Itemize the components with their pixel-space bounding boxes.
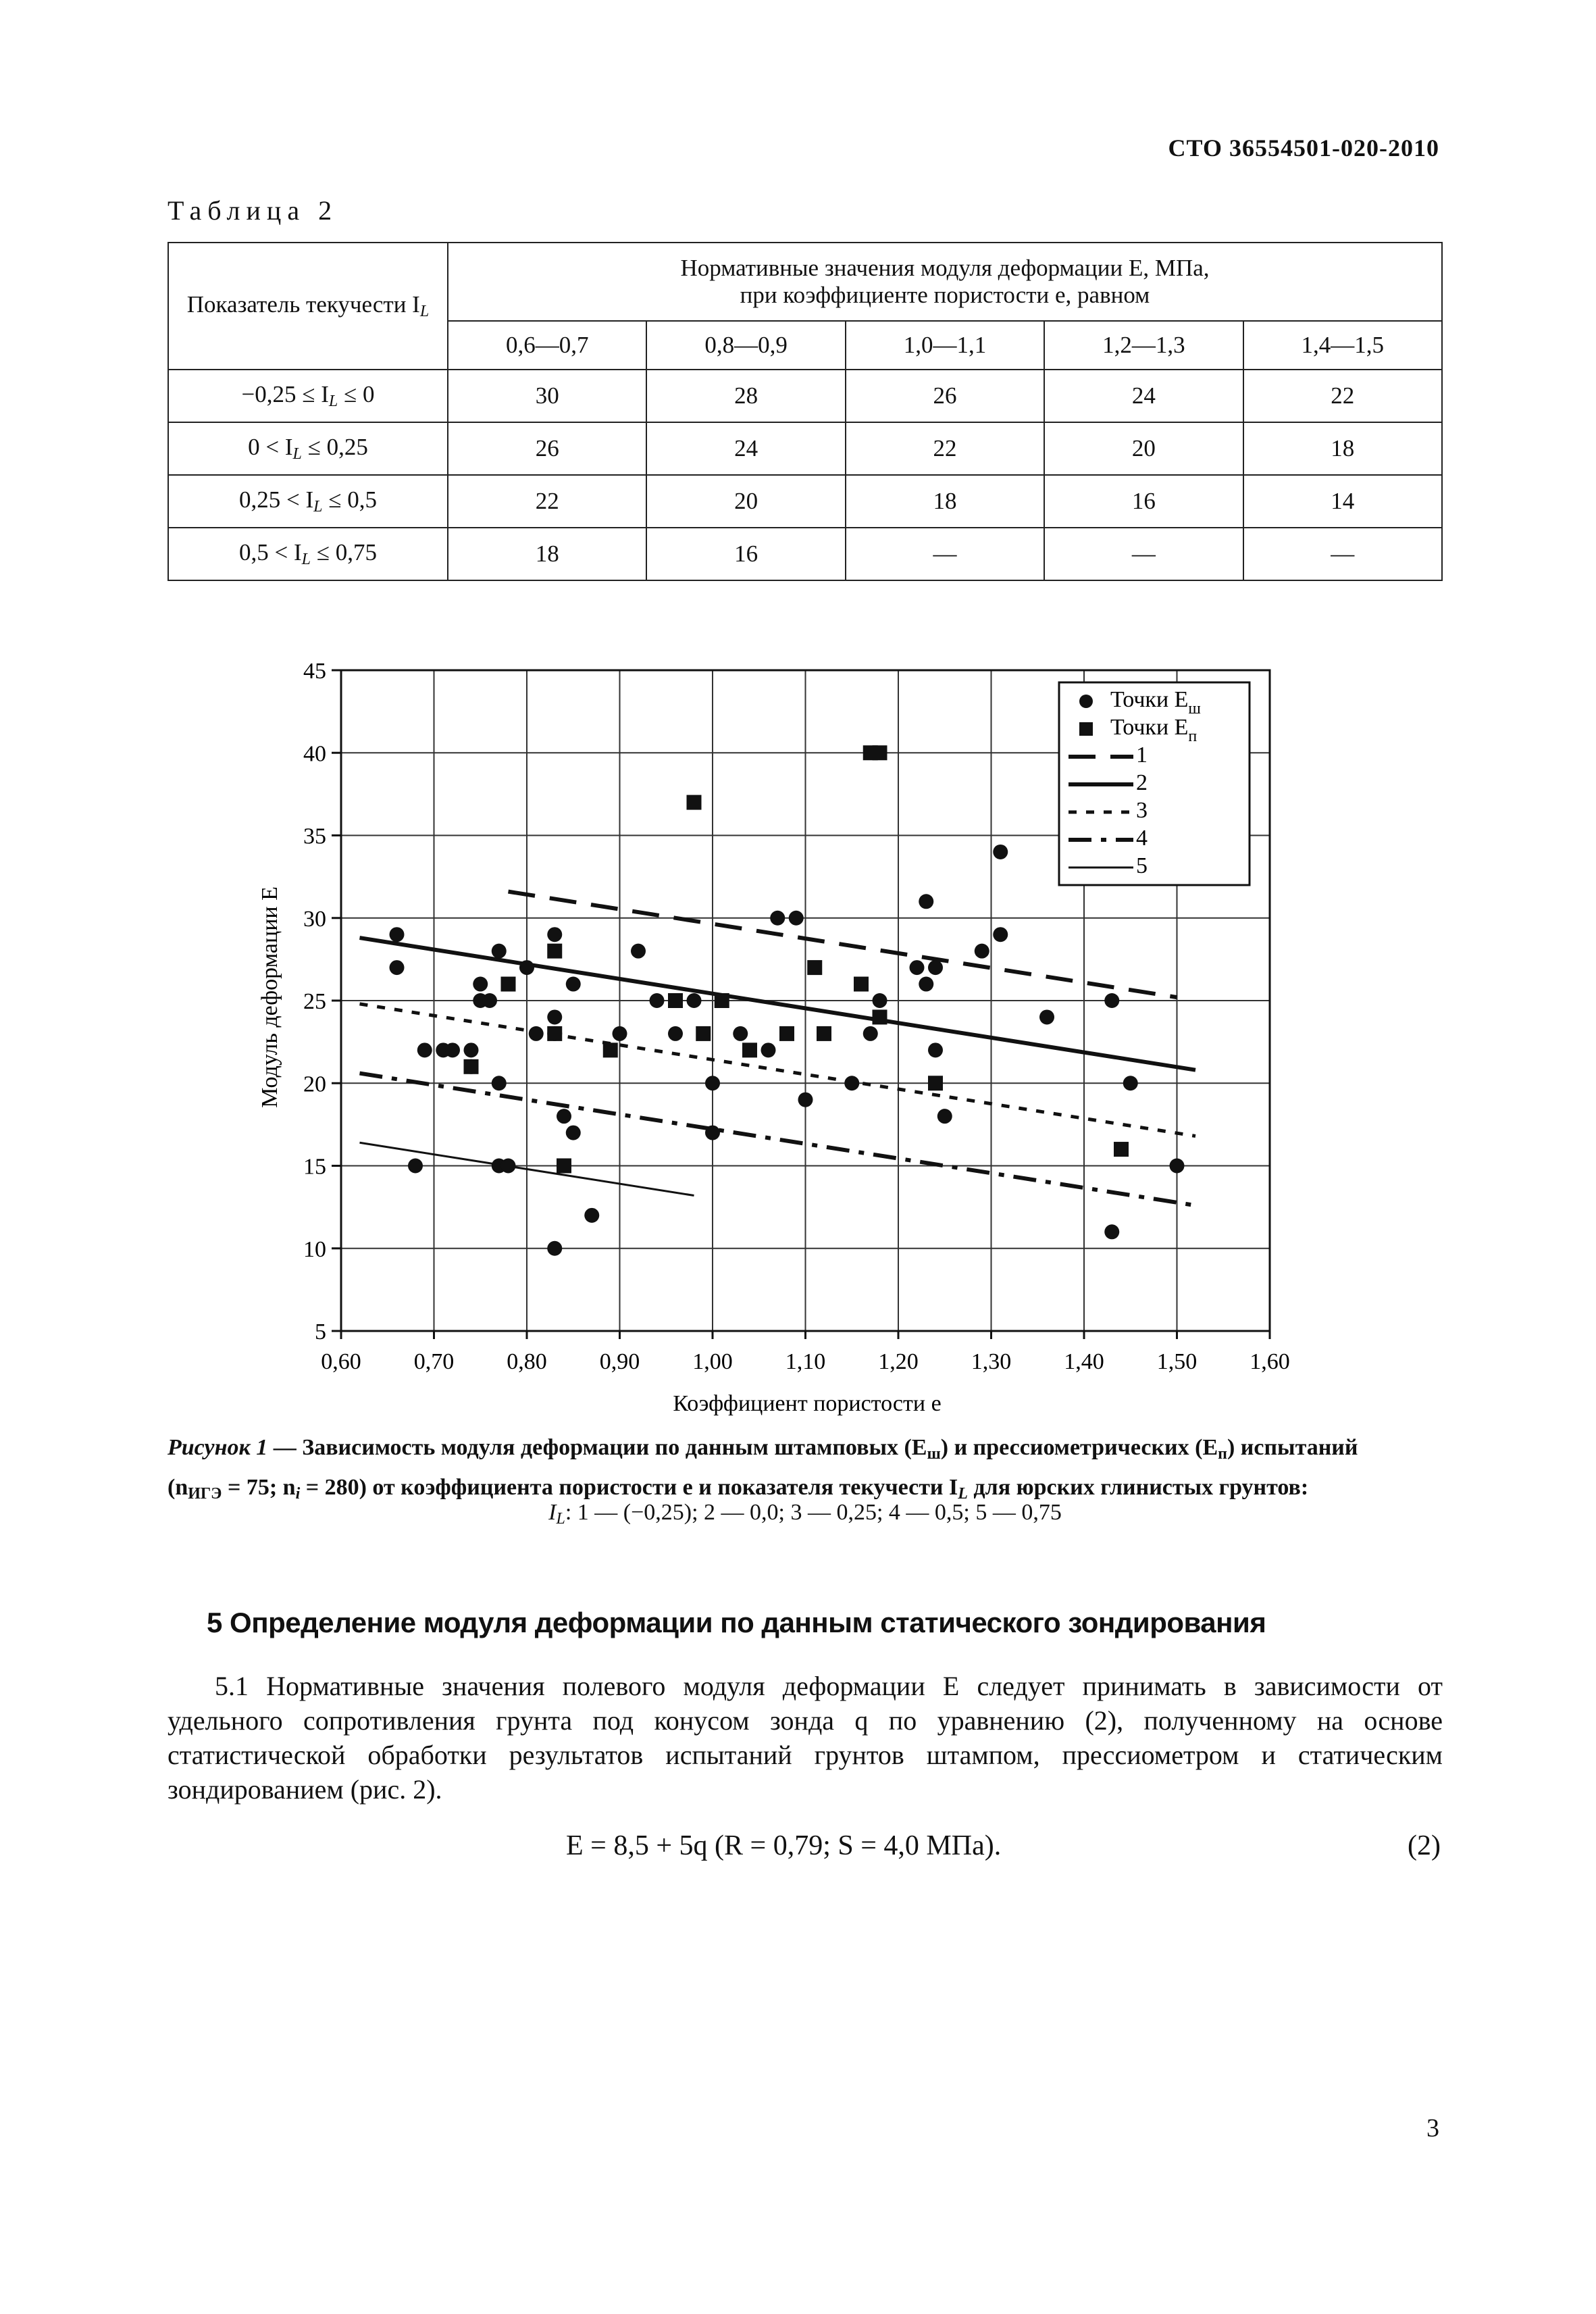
x-tick-label: 0,60 <box>321 1349 361 1374</box>
x-tick-label: 1,60 <box>1250 1349 1290 1374</box>
x-tick-label: 1,30 <box>971 1349 1012 1374</box>
figure-caption-line1 <box>168 1431 1443 1471</box>
data-point-circle <box>519 960 534 975</box>
data-point-circle <box>1123 1076 1138 1090</box>
row-label-pre: 0,5 < I <box>239 539 302 565</box>
data-point-circle <box>613 1026 627 1041</box>
table-cell: 18 <box>1243 422 1442 475</box>
y-tick-label: 10 <box>303 1236 326 1262</box>
caption-text: I <box>548 1500 557 1525</box>
table-cell: 28 <box>646 370 845 422</box>
row-label-post: ≤ 0 <box>338 381 375 407</box>
scatter-chart <box>0 649 1596 1419</box>
caption-text: для юрских глинистых грунтов: <box>967 1475 1309 1500</box>
data-point-circle <box>761 1042 776 1057</box>
column-range: 0,8—0,9 <box>646 321 845 370</box>
row-label-post: ≤ 0,25 <box>301 434 368 460</box>
data-point-circle <box>566 1126 581 1140</box>
data-point-square <box>501 977 516 992</box>
row-label <box>168 475 448 528</box>
data-point-circle <box>473 977 488 992</box>
column-header-cell <box>448 243 1442 321</box>
data-point-square <box>557 1159 571 1174</box>
document-code: СТО 36554501-020-2010 <box>1168 134 1439 161</box>
caption-sub: L <box>958 1485 968 1503</box>
table-cell: 16 <box>1044 475 1243 528</box>
legend-label-sub: п <box>1188 728 1198 745</box>
formula: E = 8,5 + 5q (R = 0,79; S = 4,0 МПа). <box>566 1830 1002 1861</box>
row-label-post: ≤ 0,5 <box>322 486 377 513</box>
row-label-sub: L <box>292 445 302 463</box>
data-point-circle <box>547 1241 562 1256</box>
table-cell: 30 <box>448 370 646 422</box>
caption-text: — Зависимость модуля деформации по данным штамповых (E <box>267 1435 927 1460</box>
row-label-post: ≤ 0,75 <box>311 539 377 565</box>
data-point-circle <box>937 1109 952 1124</box>
row-label <box>168 528 448 580</box>
caption-text: = 280) от коэффициента пористости e и показателя текучести I <box>300 1475 958 1500</box>
table-row <box>168 422 1442 475</box>
data-point-circle <box>417 1042 432 1057</box>
data-point-circle <box>408 1159 423 1174</box>
table-row <box>168 475 1442 528</box>
column-header-line2: при коэффициенте пористости e, равном <box>740 282 1150 308</box>
legend-label: Точки $E_ш$ <box>1110 687 1201 718</box>
page-number: 3 <box>1426 2114 1439 2142</box>
chart-legend <box>1059 682 1250 885</box>
data-point-square <box>547 1026 562 1041</box>
row-header-cell <box>168 243 448 370</box>
regression-line-3 <box>360 1004 1196 1136</box>
data-point-circle <box>705 1126 720 1140</box>
row-header-sub: L <box>419 303 430 320</box>
regression-line-1 <box>509 892 1177 997</box>
data-point-circle <box>993 845 1008 859</box>
data-point-circle <box>789 911 804 926</box>
x-tick-label: 1,10 <box>785 1349 826 1374</box>
table-row <box>168 528 1442 580</box>
data-point-square <box>807 960 822 975</box>
legend-symbol-square <box>1079 722 1093 736</box>
section-paragraph: 5.1 Нормативные значения полевого модуля деформации E следует принимать в зависимости от удельного сопротивления грунта под конусом зонда q по уравнению (2), полученному на основе статистической обработки результатов испытаний грунтов штампом, прессиометром и статическим зондированием (рис. 2). <box>168 1671 1443 1805</box>
y-tick-label: 20 <box>303 1072 326 1097</box>
column-range: 0,6—0,7 <box>448 321 646 370</box>
data-point-circle <box>557 1109 571 1124</box>
data-point-circle <box>770 911 785 926</box>
legend-label: Точки $E_п$ <box>1110 715 1198 745</box>
data-point-circle <box>863 1026 878 1041</box>
table-cell: — <box>1044 528 1243 580</box>
data-point-circle <box>529 1026 544 1041</box>
caption-text: = 75; n <box>222 1475 296 1500</box>
y-tick-label: 40 <box>303 741 326 767</box>
data-point-circle <box>910 960 925 975</box>
figure-label: Рисунок 1 <box>168 1435 268 1460</box>
x-tick-label: 0,90 <box>599 1349 640 1374</box>
data-point-circle <box>1104 1224 1119 1239</box>
data-point-circle <box>547 1009 562 1024</box>
y-tick-label: 15 <box>303 1154 326 1180</box>
figure-caption <box>168 1431 1443 1511</box>
data-point-square <box>817 1026 831 1041</box>
data-point-circle <box>566 977 581 992</box>
data-point-circle <box>687 993 702 1008</box>
data-point-circle <box>445 1042 460 1057</box>
chart-lines <box>360 892 1196 1206</box>
legend-symbol-circle <box>1079 695 1093 708</box>
table-cell: 20 <box>1044 422 1243 475</box>
legend-label: 2 <box>1136 770 1148 795</box>
row-header-text: Показатель текучести I <box>186 291 420 318</box>
data-point-circle <box>705 1076 720 1090</box>
caption-sub: ИГЭ <box>188 1485 222 1503</box>
data-point-square <box>696 1026 711 1041</box>
y-axis-label: Модуль деформации E <box>257 886 282 1108</box>
data-point-circle <box>547 927 562 942</box>
data-point-circle <box>993 927 1008 942</box>
row-label <box>168 422 448 475</box>
column-header-line1: Нормативные значения модуля деформации E, МПа, <box>680 255 1210 281</box>
section-heading: 5 Определение модуля деформации по данным статического зондирования <box>207 1607 1266 1638</box>
data-point-square <box>715 993 729 1008</box>
row-label-sub: L <box>301 551 311 568</box>
row-label <box>168 370 448 422</box>
legend-label: 1 <box>1136 743 1148 768</box>
table-cell: 22 <box>846 422 1044 475</box>
table-cell: 22 <box>1243 370 1442 422</box>
y-tick-label: 25 <box>303 989 326 1014</box>
data-point-square <box>687 795 702 810</box>
y-tick-label: 30 <box>303 906 326 932</box>
column-range: 1,2—1,3 <box>1044 321 1243 370</box>
data-point-circle <box>844 1076 859 1090</box>
x-tick-label: 1,20 <box>878 1349 919 1374</box>
table-cell: 24 <box>1044 370 1243 422</box>
data-point-circle <box>733 1026 748 1041</box>
table-label: Таблица 2 <box>168 195 338 226</box>
regression-line-4 <box>360 1074 1196 1206</box>
x-tick-label: 1,00 <box>692 1349 733 1374</box>
data-point-circle <box>1039 1009 1054 1024</box>
column-range: 1,4—1,5 <box>1243 321 1442 370</box>
y-tick-label: 35 <box>303 824 326 849</box>
table-cell: — <box>846 528 1044 580</box>
legend-label-sub: ш <box>1188 700 1201 718</box>
data-point-circle <box>928 1042 943 1057</box>
x-axis-label: Коэффициент пористости e <box>673 1391 942 1416</box>
data-point-circle <box>1170 1159 1185 1174</box>
table-cell: 22 <box>448 475 646 528</box>
data-point-circle <box>928 960 943 975</box>
caption-text: (n <box>168 1475 188 1500</box>
data-point-circle <box>492 1076 507 1090</box>
caption-sub: ш <box>927 1445 941 1463</box>
data-point-square <box>742 1042 757 1057</box>
formula-number: (2) <box>1408 1830 1441 1861</box>
caption-text: ) и прессиометрических (E <box>940 1435 1218 1460</box>
x-tick-label: 0,80 <box>507 1349 547 1374</box>
data-point-circle <box>650 993 665 1008</box>
x-tick-label: 1,50 <box>1156 1349 1198 1374</box>
caption-sub: п <box>1218 1445 1227 1463</box>
data-point-square <box>873 1009 887 1024</box>
column-range: 1,0—1,1 <box>846 321 1044 370</box>
data-point-circle <box>492 944 507 959</box>
data-point-square <box>1114 1142 1129 1157</box>
caption-text: ) испытаний <box>1227 1435 1358 1460</box>
y-tick-label: 5 <box>315 1319 326 1344</box>
data-point-circle <box>390 960 405 975</box>
table-cell: 18 <box>846 475 1044 528</box>
data-point-circle <box>798 1092 813 1107</box>
data-point-square <box>873 745 887 760</box>
table-cell: — <box>1243 528 1442 580</box>
row-label-sub: L <box>328 393 338 410</box>
data-point-square <box>603 1042 618 1057</box>
data-point-square <box>854 977 869 992</box>
data-point-circle <box>975 944 989 959</box>
data-point-circle <box>584 1208 599 1223</box>
row-label-pre: −0,25 ≤ I <box>241 381 329 407</box>
table-cell: 16 <box>646 528 845 580</box>
data-point-circle <box>390 927 405 942</box>
table-cell: 20 <box>646 475 845 528</box>
data-point-square <box>547 944 562 959</box>
data-point-square <box>464 1059 479 1074</box>
data-point-circle <box>482 993 497 1008</box>
table-cell: 14 <box>1243 475 1442 528</box>
caption-text: : 1 — (−0,25); 2 — 0,0; 3 — 0,25; 4 — 0,5; 5 — 0,75 <box>565 1500 1062 1525</box>
x-tick-label: 1,40 <box>1064 1349 1104 1374</box>
data-point-square <box>779 1026 794 1041</box>
data-point-circle <box>919 977 933 992</box>
legend-label: 5 <box>1136 853 1148 878</box>
legend-label: 4 <box>1136 826 1148 851</box>
table-cell: 26 <box>448 422 646 475</box>
data-point-circle <box>668 1026 683 1041</box>
data-point-circle <box>631 944 646 959</box>
data-point-circle <box>501 1159 516 1174</box>
table-cell: 24 <box>646 422 845 475</box>
y-tick-label: 45 <box>303 659 326 684</box>
data-point-circle <box>873 993 887 1008</box>
table-cell: 18 <box>448 528 646 580</box>
table-row <box>168 370 1442 422</box>
caption-sub: i <box>295 1485 301 1503</box>
figure-caption-line3 <box>168 1500 1443 1528</box>
data-point-square <box>668 993 683 1008</box>
data-point-circle <box>1104 993 1119 1008</box>
data-point-square <box>928 1076 943 1090</box>
caption-sub: L <box>556 1510 565 1528</box>
legend-label: 3 <box>1136 798 1148 823</box>
row-label-pre: 0 < I <box>248 434 293 460</box>
data-point-circle <box>464 1042 479 1057</box>
data-point-circle <box>919 894 933 909</box>
x-tick-label: 0,70 <box>413 1349 455 1374</box>
table-cell: 26 <box>846 370 1044 422</box>
row-label-sub: L <box>313 498 323 515</box>
row-label-pre: 0,25 < I <box>239 486 314 513</box>
deformation-modulus-table <box>168 242 1443 581</box>
